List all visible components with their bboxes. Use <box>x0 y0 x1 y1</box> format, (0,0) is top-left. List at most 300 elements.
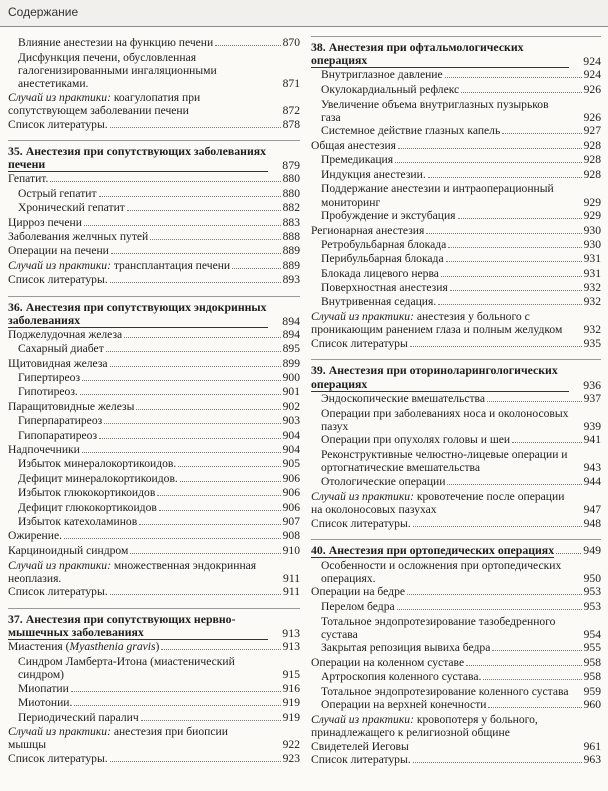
dot-leader <box>180 481 281 482</box>
toc-entry[interactable] <box>8 752 300 766</box>
chapter-heading[interactable] <box>8 296 300 328</box>
toc-entry[interactable] <box>8 414 300 428</box>
page-number: 943 <box>583 461 601 475</box>
dot-leader <box>556 553 581 554</box>
entry-title: Щитовидная железа <box>8 356 108 370</box>
entry-title: Список литературы. <box>8 585 108 599</box>
toc-entry[interactable] <box>311 267 601 281</box>
case-study-entry[interactable] <box>311 490 601 516</box>
page-number: 932 <box>583 295 601 309</box>
toc-entry[interactable] <box>8 342 300 356</box>
dot-leader <box>395 162 582 163</box>
dot-leader <box>448 247 581 248</box>
dot-leader <box>407 594 582 595</box>
entry-title: Пробуждение и экстубация <box>321 209 456 223</box>
toc-entry[interactable] <box>311 83 601 97</box>
toc-entry[interactable] <box>8 640 300 654</box>
chapter-title: 38. Анестезия при офтальмологических операциях <box>311 41 569 68</box>
chapter-title: 39. Анестезия при оториноларингологических операциях <box>311 364 569 391</box>
entry-title: Эндоскопические вмешательства <box>321 391 486 405</box>
toc-entry[interactable] <box>8 696 300 710</box>
toc-left-column <box>8 36 300 766</box>
chapter-heading[interactable] <box>8 140 300 172</box>
chapter-heading[interactable] <box>8 608 300 640</box>
entry-title: Гипопаратиреоз <box>18 428 98 442</box>
entry-title <box>311 490 564 516</box>
page-number: 901 <box>282 385 300 399</box>
toc-entry[interactable] <box>311 517 601 531</box>
toc-entry[interactable] <box>311 392 601 406</box>
page-number: 930 <box>583 237 601 251</box>
toc-entry[interactable] <box>311 433 601 447</box>
entry-title: Список литературы. <box>8 752 108 766</box>
page-number: 907 <box>282 514 300 528</box>
page-number: 904 <box>282 428 300 442</box>
toc-entry[interactable] <box>8 201 300 215</box>
entry-title: Отологические операции <box>321 475 446 488</box>
dot-leader <box>110 594 281 595</box>
page-number: 889 <box>282 258 300 272</box>
toc-entry[interactable] <box>8 585 300 599</box>
entry-title: Избыток катехоламинов <box>18 514 138 528</box>
case-text: анестезия у больного с проникающим ранением глаза и полным желудком <box>311 310 563 337</box>
entry-title: Гипотиреоз. <box>18 385 78 399</box>
toc-entry[interactable] <box>311 448 601 474</box>
toc-entry[interactable] <box>311 753 601 767</box>
dot-leader <box>104 423 280 424</box>
dot-leader <box>110 127 281 128</box>
page-number: 932 <box>583 281 601 295</box>
toc-entry[interactable] <box>8 357 300 371</box>
page-number: 954 <box>583 627 601 641</box>
dot-leader <box>426 233 581 234</box>
toc-entry[interactable] <box>8 172 300 186</box>
entry-title: Гипертиреоз <box>18 371 81 385</box>
toc-entry[interactable] <box>8 457 300 471</box>
dot-leader <box>428 177 582 178</box>
case-prefix: Случай из практики: <box>311 310 414 324</box>
case-text: множественная эндокринная неоплазия. <box>8 558 257 585</box>
page-number: 928 <box>583 153 601 167</box>
toc-entry[interactable] <box>311 98 601 124</box>
dot-leader <box>413 762 582 763</box>
entry-title: Дисфункция печени, обусловленная галогенизированными ингаляционными анестетиками. <box>18 50 217 91</box>
page-number: 941 <box>583 433 601 447</box>
page-number: 926 <box>583 82 601 96</box>
page-number: 883 <box>282 215 300 229</box>
page-number: 961 <box>583 739 601 753</box>
dot-leader <box>450 290 582 291</box>
toc-entry[interactable] <box>311 670 601 684</box>
entry-title: Избыток глюкокортикоидов <box>18 486 156 500</box>
entry-title: Цирроз печени <box>8 215 82 229</box>
case-prefix: Случай из практики: <box>311 489 414 503</box>
dot-leader <box>139 524 280 525</box>
entry-title: Премедикация <box>321 153 394 167</box>
dot-leader <box>488 707 581 708</box>
toc-entry[interactable] <box>8 385 300 399</box>
page-number: 949 <box>583 542 601 557</box>
page-number: 958 <box>583 655 601 669</box>
dot-leader <box>161 649 280 650</box>
toc-entry[interactable] <box>311 615 601 641</box>
entry-title: Внутриглазное давление <box>321 68 443 82</box>
entry-text-end: ) <box>155 640 160 654</box>
dot-leader <box>397 609 582 610</box>
toc-entry[interactable] <box>311 656 601 670</box>
page-number: 944 <box>583 475 601 488</box>
entry-title: Индукция анестезии. <box>321 167 426 181</box>
toc-entry[interactable] <box>311 68 601 82</box>
page-number: 893 <box>282 273 300 287</box>
entry-title: Список литературы. <box>8 117 108 131</box>
toc-entry[interactable] <box>311 559 601 585</box>
toc-entry[interactable] <box>311 585 601 599</box>
case-study-entry[interactable] <box>311 713 601 753</box>
case-prefix: Случай из практики: <box>8 90 111 104</box>
dot-leader <box>50 181 280 182</box>
page-number: 953 <box>583 599 601 613</box>
entry-title: Системное действие глазных капель <box>321 124 501 138</box>
toc-entry[interactable] <box>8 118 300 132</box>
case-text: кровотечение после операции на околоносовых пазухах <box>311 489 565 516</box>
dot-leader <box>441 276 582 277</box>
toc-entry[interactable] <box>8 244 300 258</box>
entry-title: Периодический паралич <box>18 710 139 724</box>
page-number: 870 <box>282 36 300 49</box>
page-number: 913 <box>282 640 300 654</box>
page-number: 924 <box>583 54 601 69</box>
page-number: 922 <box>282 738 300 752</box>
entry-title: Миопатии <box>18 681 69 695</box>
chapter-heading[interactable] <box>311 539 601 558</box>
entry-title: Острый гепатит <box>18 186 97 200</box>
dot-leader <box>159 510 281 511</box>
case-prefix: Случай из практики: <box>8 558 111 572</box>
dot-leader <box>82 452 281 453</box>
page-number: 931 <box>583 266 601 280</box>
chapter-title: 40. Анестезия при ортопедических операциях <box>311 542 555 557</box>
entry-title: Блокада лицевого нерва <box>321 266 439 280</box>
page-number: 878 <box>282 117 300 131</box>
toc-entry[interactable] <box>311 295 601 309</box>
entry-title: Окулокардиальный рефлекс <box>321 82 460 96</box>
dot-leader <box>110 761 281 762</box>
toc-entry[interactable] <box>311 600 601 614</box>
page-number: 872 <box>282 103 300 117</box>
toc-entry[interactable] <box>8 544 300 558</box>
toc-entry[interactable] <box>8 36 300 50</box>
page-number: 953 <box>583 585 601 599</box>
toc-right-column <box>311 36 601 768</box>
toc-entry[interactable] <box>8 443 300 457</box>
toc-entry[interactable] <box>311 641 601 655</box>
page-number: 948 <box>583 516 601 530</box>
page-number: 919 <box>282 710 300 724</box>
entry-title: Поддержание анестезии и интраоперационный мониторинг <box>321 182 554 209</box>
case-text: анестезия при биопсии мышцы <box>8 725 228 752</box>
dot-leader <box>232 268 280 269</box>
dot-leader <box>130 553 280 554</box>
entry-title <box>8 725 228 751</box>
entry-title: Список литературы. <box>8 273 108 287</box>
page-number: 888 <box>282 229 300 243</box>
toc-entry[interactable] <box>8 472 300 486</box>
page-number: 871 <box>282 77 300 91</box>
entry-latin: Myasthenia gravis <box>69 640 156 654</box>
toc-entry[interactable] <box>8 711 300 725</box>
entry-title: Надпочечники <box>8 443 80 457</box>
dot-leader <box>111 253 281 254</box>
page-number: 963 <box>583 753 601 767</box>
entry-title: Перибульбарная блокада <box>321 252 444 266</box>
case-study-entry[interactable] <box>311 310 601 336</box>
entry-title: Операции на коленном суставе <box>311 655 465 669</box>
toc-entry[interactable] <box>8 429 300 443</box>
entry-title: Ретробульбарная блокада <box>321 237 447 251</box>
page-number: 910 <box>282 543 300 557</box>
dot-leader <box>71 691 281 692</box>
toc-entry[interactable] <box>311 153 601 167</box>
dot-leader <box>110 366 281 367</box>
dot-leader <box>106 351 281 352</box>
dot-leader <box>74 705 280 706</box>
dot-leader <box>492 650 581 651</box>
page-number: 900 <box>282 371 300 385</box>
entry-title: Внутривенная седация. <box>321 295 437 309</box>
page-number: 955 <box>583 641 601 655</box>
case-study-entry[interactable] <box>8 91 300 117</box>
page-number: 916 <box>282 681 300 695</box>
dot-leader <box>99 438 281 439</box>
page-number: 906 <box>282 500 300 514</box>
toc-entry[interactable] <box>8 655 300 681</box>
toc-entry[interactable] <box>311 337 601 351</box>
chapter-heading[interactable] <box>311 359 601 391</box>
entry-title: Влияние анестезии на функцию печени <box>18 36 214 49</box>
page-number: 908 <box>282 529 300 543</box>
dot-leader <box>487 401 582 402</box>
entry-title: Тотальное эндопротезирование тазобедренного сустава <box>321 614 556 641</box>
case-prefix: Случай из практики: <box>8 725 111 739</box>
entry-title: Операции на верхней конечности <box>321 698 487 712</box>
chapter-title: 35. Анестезия при сопутствующих заболеваниях печени <box>8 143 267 172</box>
toc-entry[interactable] <box>8 273 300 287</box>
entry-title: Тотальное эндопротезирование коленного сустава <box>321 684 569 698</box>
dot-leader <box>458 218 582 219</box>
chapter-heading[interactable] <box>311 36 601 68</box>
entry-title: Поджелудочная железа <box>8 327 123 341</box>
page-number: 960 <box>583 698 601 712</box>
dot-leader <box>150 239 280 240</box>
toc-entry[interactable] <box>8 400 300 414</box>
toc-entry[interactable] <box>311 168 601 182</box>
entry-title: Список литературы. <box>311 516 411 530</box>
page-number: 929 <box>583 195 601 209</box>
dot-leader <box>82 380 281 381</box>
entry-title: Операции при опухолях головы и шеи <box>321 433 511 447</box>
entry-title: Операции на бедре <box>311 585 406 599</box>
case-text: коагулопатия при сопутствующем заболевании печени <box>8 90 201 117</box>
dot-leader <box>136 409 280 410</box>
page-number: 903 <box>282 414 300 428</box>
case-prefix: Случай из практики: <box>8 258 111 272</box>
page-number: 879 <box>282 158 300 173</box>
toc-entry[interactable] <box>8 216 300 230</box>
dot-leader <box>466 665 582 666</box>
page-number: 882 <box>282 201 300 215</box>
toc-entry[interactable] <box>8 187 300 201</box>
page-number: 947 <box>583 502 601 516</box>
page-number: 919 <box>282 696 300 710</box>
page-number: 902 <box>282 399 300 413</box>
entry-title <box>8 640 159 653</box>
entry-text: Миастения ( <box>8 640 70 654</box>
entry-title: Сахарный диабет <box>18 342 104 356</box>
chapter-title: 36. Анестезия при сопутствующих эндокринных заболеваниях <box>8 299 267 327</box>
entry-title: Особенности и осложнения при ортопедических операциях. <box>321 558 562 585</box>
page-number: 958 <box>583 670 601 684</box>
page-title: Содержание <box>8 5 79 19</box>
page-number: 906 <box>282 471 300 485</box>
dot-leader <box>438 304 581 305</box>
page-number: 904 <box>282 443 300 457</box>
page-number: 928 <box>583 138 601 152</box>
toc-entry[interactable] <box>311 124 601 138</box>
dot-leader <box>110 282 281 283</box>
dot-leader <box>157 495 280 496</box>
dot-leader <box>413 526 582 527</box>
page-number: 895 <box>282 342 300 356</box>
toc-entry[interactable] <box>311 698 601 712</box>
toc-entry[interactable] <box>8 230 300 244</box>
entry-title: Синдром Ламберта-Итона (миастенический синдром) <box>18 654 235 682</box>
page-number: 911 <box>283 571 300 585</box>
entry-title: Дефицит глюкокортикоидов <box>18 500 157 514</box>
entry-title: Гиперпаратиреоз <box>18 414 103 428</box>
case-prefix: Случай из практики: <box>311 713 414 727</box>
entry-title: Гепатит. <box>8 172 49 186</box>
page-number: 931 <box>583 252 601 266</box>
dot-leader <box>127 210 281 211</box>
page-number: 894 <box>282 327 300 341</box>
entry-title: Паращитовидные железы <box>8 399 135 413</box>
entry-title: Список литературы. <box>311 753 411 767</box>
page-number: 959 <box>583 684 601 698</box>
entry-title <box>8 91 200 117</box>
page-number: 894 <box>282 313 300 328</box>
toc-entry[interactable] <box>311 685 601 698</box>
toc-entry[interactable] <box>8 529 300 543</box>
page-number: 880 <box>282 172 300 186</box>
dot-leader <box>64 538 281 539</box>
page-number: 929 <box>583 209 601 223</box>
entry-title: Миотонии. <box>18 696 73 710</box>
page-number: 937 <box>583 391 601 405</box>
entry-title: Регионарная анестезия <box>311 223 425 237</box>
page-header <box>0 0 608 27</box>
dot-leader <box>215 45 280 46</box>
toc-entry[interactable] <box>8 515 300 529</box>
toc-entry[interactable] <box>311 281 601 295</box>
toc-entry[interactable] <box>8 682 300 696</box>
page-number: 930 <box>583 223 601 237</box>
dot-leader <box>99 196 281 197</box>
toc-entry[interactable] <box>8 371 300 385</box>
case-study-entry[interactable] <box>8 725 300 751</box>
page-number: 911 <box>283 585 300 599</box>
entry-title: Поверхностная анестезия <box>321 281 448 295</box>
toc-entry[interactable] <box>8 501 300 515</box>
page-number: 880 <box>282 186 300 200</box>
page-number: 906 <box>282 486 300 500</box>
entry-title: Перелом бедра <box>321 599 395 613</box>
entry-title: Карциноидный синдром <box>8 543 129 557</box>
toc-entry[interactable] <box>311 139 601 153</box>
entry-title: Избыток минералокортикоидов. <box>18 457 177 471</box>
page-number: 927 <box>583 124 601 138</box>
page-number: 905 <box>282 457 300 471</box>
toc-entry[interactable] <box>8 51 300 91</box>
dot-leader <box>446 261 582 262</box>
entry-title: Заболевания желчных путей <box>8 229 149 243</box>
entry-title <box>311 713 538 752</box>
toc-entry[interactable] <box>8 328 300 342</box>
page-number: 928 <box>583 167 601 181</box>
page-number: 932 <box>583 323 601 337</box>
entry-title: Реконструктивные челюстно-лицевые операции и ортогнатические вмешательства <box>321 448 568 475</box>
toc-entry[interactable] <box>311 224 601 238</box>
chapter-title: 37. Анестезия при сопутствующих нервно-мышечных заболеваниях <box>8 613 268 640</box>
dot-leader <box>178 466 280 467</box>
page-number: 939 <box>583 419 601 433</box>
case-text: кровопотеря у больного, принадлежащего к религиозной общине Свидетелей Иеговы <box>311 713 538 753</box>
page-number: 923 <box>282 752 300 766</box>
case-text: трансплантация печени <box>110 258 231 272</box>
toc-entry[interactable] <box>8 486 300 500</box>
toc-entry[interactable] <box>311 407 601 433</box>
entry-title <box>8 559 256 585</box>
page-number: 899 <box>282 356 300 370</box>
toc-entry[interactable] <box>311 475 601 489</box>
dot-leader <box>461 92 581 93</box>
dot-leader <box>141 720 281 721</box>
entry-title: Хронический гепатит <box>18 201 125 215</box>
toc-entry[interactable] <box>311 182 601 208</box>
entry-title: Закрытая репозиция вывиха бедра <box>321 641 491 655</box>
page-number: 915 <box>282 668 300 682</box>
toc-entry[interactable] <box>311 252 601 266</box>
case-study-entry[interactable] <box>8 559 300 585</box>
dot-leader <box>124 337 280 338</box>
toc-entry[interactable] <box>311 238 601 252</box>
dot-leader <box>80 394 281 395</box>
page-number: 926 <box>583 110 601 124</box>
dot-leader <box>410 346 582 347</box>
page-number: 950 <box>583 571 601 585</box>
entry-title <box>8 259 230 272</box>
case-study-entry[interactable] <box>8 259 300 273</box>
toc-entry[interactable] <box>311 209 601 223</box>
entry-title <box>311 310 562 336</box>
page-number: 889 <box>282 244 300 258</box>
entry-title: Дефицит минералокортикоидов. <box>18 471 178 485</box>
dot-leader <box>84 225 281 226</box>
entry-title: Операции при заболеваниях носа и околоносовых пазух <box>321 406 569 433</box>
dot-leader <box>502 133 581 134</box>
page-number: 924 <box>583 68 601 82</box>
page-number: 935 <box>583 337 601 351</box>
